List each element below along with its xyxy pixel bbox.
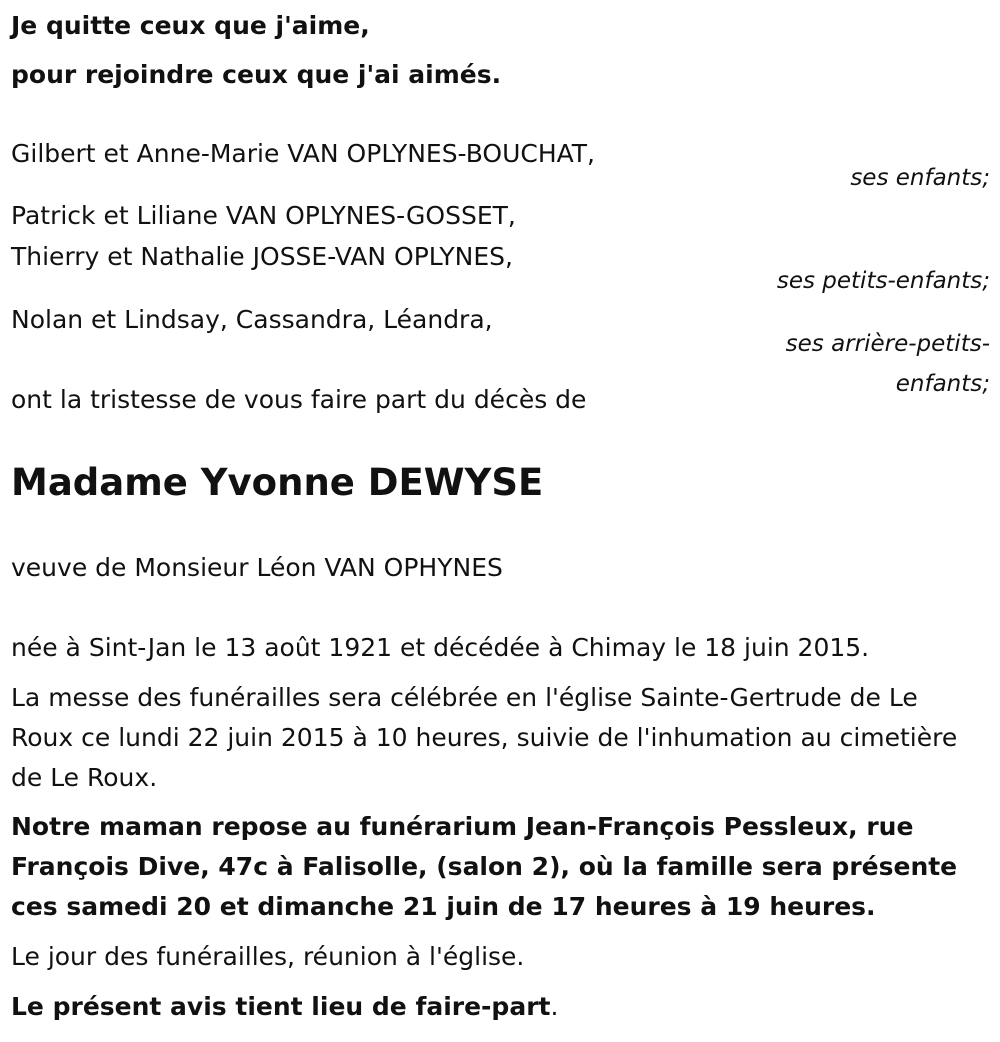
notice-bold-text: Le présent avis tient lieu de faire-part (11, 992, 551, 1021)
deceased-name: Madame Yvonne DEWYSE (11, 461, 544, 504)
epigraph-line-1: Je quitte ceux que j'aime, (11, 11, 370, 40)
notice-end: . (550, 992, 559, 1021)
mass-details: La messe des funérailles sera célébrée en l'église Sainte-Gertrude de Le Roux ce lundi 22 juin 2015 à 10 heures, suivie de l'inhumation au cimetière de Le Roux. (11, 683, 958, 792)
notice (11, 987, 986, 1027)
children-role: ses enfants; (850, 165, 990, 191)
birth-death: née à Sint-Jan le 13 août 1921 et décédée à Chimay le 18 juin 2015. (11, 633, 870, 662)
children-names: Gilbert et Anne-Marie VAN OPLYNES-BOUCHAT, (11, 139, 596, 168)
meeting-details: Le jour des funérailles, réunion à l'église. (11, 942, 525, 971)
great-grandchildren-names: Nolan et Lindsay, Cassandra, Léandra, (11, 305, 493, 334)
announcement: ont la tristesse de vous faire part du décès de (11, 385, 587, 414)
grandchildren-names-2: Thierry et Nathalie JOSSE-VAN OPLYNES, (11, 242, 513, 271)
grandchildren-role: ses petits-enfants; (776, 268, 990, 294)
epigraph-line-2: pour rejoindre ceux que j'ai aimés. (11, 60, 502, 89)
visitation-details: Notre maman repose au funérarium Jean-François Pessleux, rue François Dive, 47c à Falisolle, (salon 2), où la famille sera présente ces samedi 20 et dimanche 21 juin de 17 heures à 19 heures. (11, 812, 958, 921)
widow-of: veuve de Monsieur Léon VAN OPHYNES (11, 553, 503, 582)
great-grandchildren-role-2: enfants; (895, 371, 990, 397)
grandchildren-names-1: Patrick et Liliane VAN OPLYNES-GOSSET, (11, 201, 516, 230)
great-grandchildren-role-1: ses arrière-petits- (785, 331, 990, 357)
